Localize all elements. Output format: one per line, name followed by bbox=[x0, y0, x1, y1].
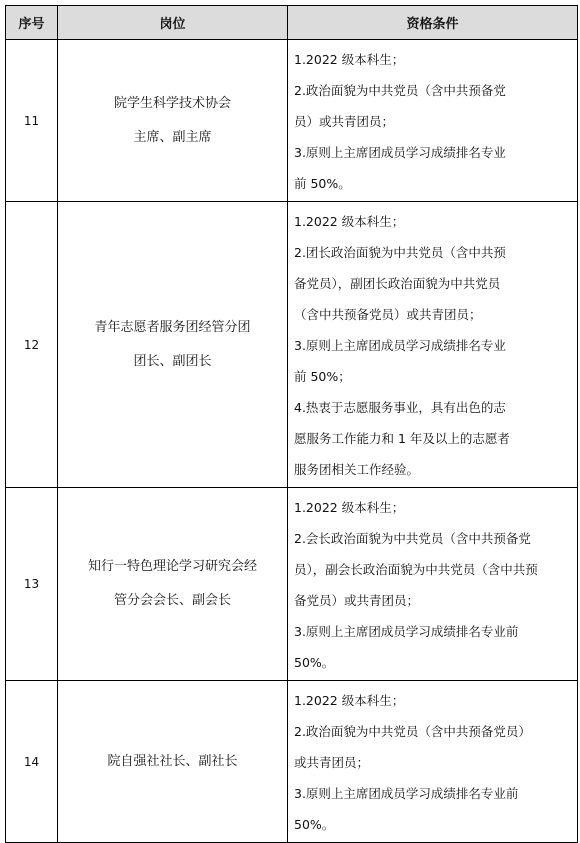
requirement-line: 前 50%； bbox=[294, 369, 351, 384]
row-index: 12 bbox=[6, 202, 58, 488]
requirement-line: 1.2022 级本科生； bbox=[294, 500, 405, 515]
header-position: 岗位 bbox=[58, 6, 288, 40]
requirement-line: 2.会长政治面貌为中共党员（含中共预备党 bbox=[294, 531, 531, 546]
header-row bbox=[6, 6, 578, 40]
header-index: 序号 bbox=[6, 6, 58, 40]
requirement-line: 1.2022 级本科生； bbox=[294, 52, 405, 67]
position-line: 主席、副主席 bbox=[133, 129, 212, 145]
requirement-line: 3.原则上主席团成员学习成绩排名专业前 bbox=[294, 624, 519, 639]
requirement-line: 备党员）或共青团员； bbox=[294, 593, 420, 608]
requirement-line: 员）或共青团员； bbox=[294, 114, 395, 129]
row-requirements bbox=[288, 40, 578, 202]
row-position bbox=[58, 40, 288, 202]
table-row bbox=[6, 202, 578, 488]
requirement-line: 50%。 bbox=[294, 817, 335, 832]
row-position bbox=[58, 202, 288, 488]
row-requirements bbox=[288, 202, 578, 488]
table-row bbox=[6, 681, 578, 843]
table-row bbox=[6, 40, 578, 202]
row-index: 14 bbox=[6, 681, 58, 843]
requirements-table bbox=[5, 5, 578, 843]
requirement-line: 备党员），副团长政治面貌为中共党员 bbox=[294, 276, 501, 291]
requirement-line: 1.2022 级本科生； bbox=[294, 214, 405, 229]
position-line: 团长、副团长 bbox=[133, 353, 212, 369]
row-index: 11 bbox=[6, 40, 58, 202]
requirement-line: 或共青团员； bbox=[294, 755, 370, 770]
header-requirements: 资格条件 bbox=[288, 6, 578, 40]
requirement-line: 2.政治面貌为中共党员（含中共预备党 bbox=[294, 83, 506, 98]
requirement-line: 愿服务工作能力和 1 年及以上的志愿者 bbox=[294, 431, 510, 446]
requirement-line: 2.政治面貌为中共党员（含中共预备党员） bbox=[294, 724, 531, 739]
row-index: 13 bbox=[6, 488, 58, 681]
requirement-line: 前 50%。 bbox=[294, 176, 351, 191]
requirement-line: 1.2022 级本科生； bbox=[294, 693, 405, 708]
position-line: 院自强社社长、副社长 bbox=[107, 753, 238, 769]
table-row bbox=[6, 488, 578, 681]
requirement-line: 2.团长政治面貌为中共党员（含中共预 bbox=[294, 245, 506, 260]
row-position bbox=[58, 681, 288, 843]
requirement-line: 服务团相关工作经验。 bbox=[294, 462, 420, 477]
row-position bbox=[58, 488, 288, 681]
requirement-line: 50%。 bbox=[294, 655, 335, 670]
row-requirements bbox=[288, 488, 578, 681]
position-line: 管分会会长、副会长 bbox=[113, 593, 231, 608]
requirement-line: 4.热衷于志愿服务事业，具有出色的志 bbox=[294, 400, 506, 415]
row-requirements bbox=[288, 681, 578, 843]
position-line: 知行一特色理论学习研究会经 bbox=[87, 559, 257, 574]
requirement-line: 员），副会长政治面貌为中共党员（含中共预 bbox=[294, 562, 538, 577]
requirement-line: 3.原则上主席团成员学习成绩排名专业 bbox=[294, 338, 506, 353]
requirement-line: 3.原则上主席团成员学习成绩排名专业前 bbox=[294, 786, 519, 801]
position-line: 院学生科学技术协会 bbox=[113, 95, 231, 111]
requirement-line: 3.原则上主席团成员学习成绩排名专业 bbox=[294, 145, 506, 160]
requirement-line: （含中共预备党员）或共青团员； bbox=[294, 307, 482, 322]
position-line: 青年志愿者服务团经管分团 bbox=[94, 319, 251, 335]
